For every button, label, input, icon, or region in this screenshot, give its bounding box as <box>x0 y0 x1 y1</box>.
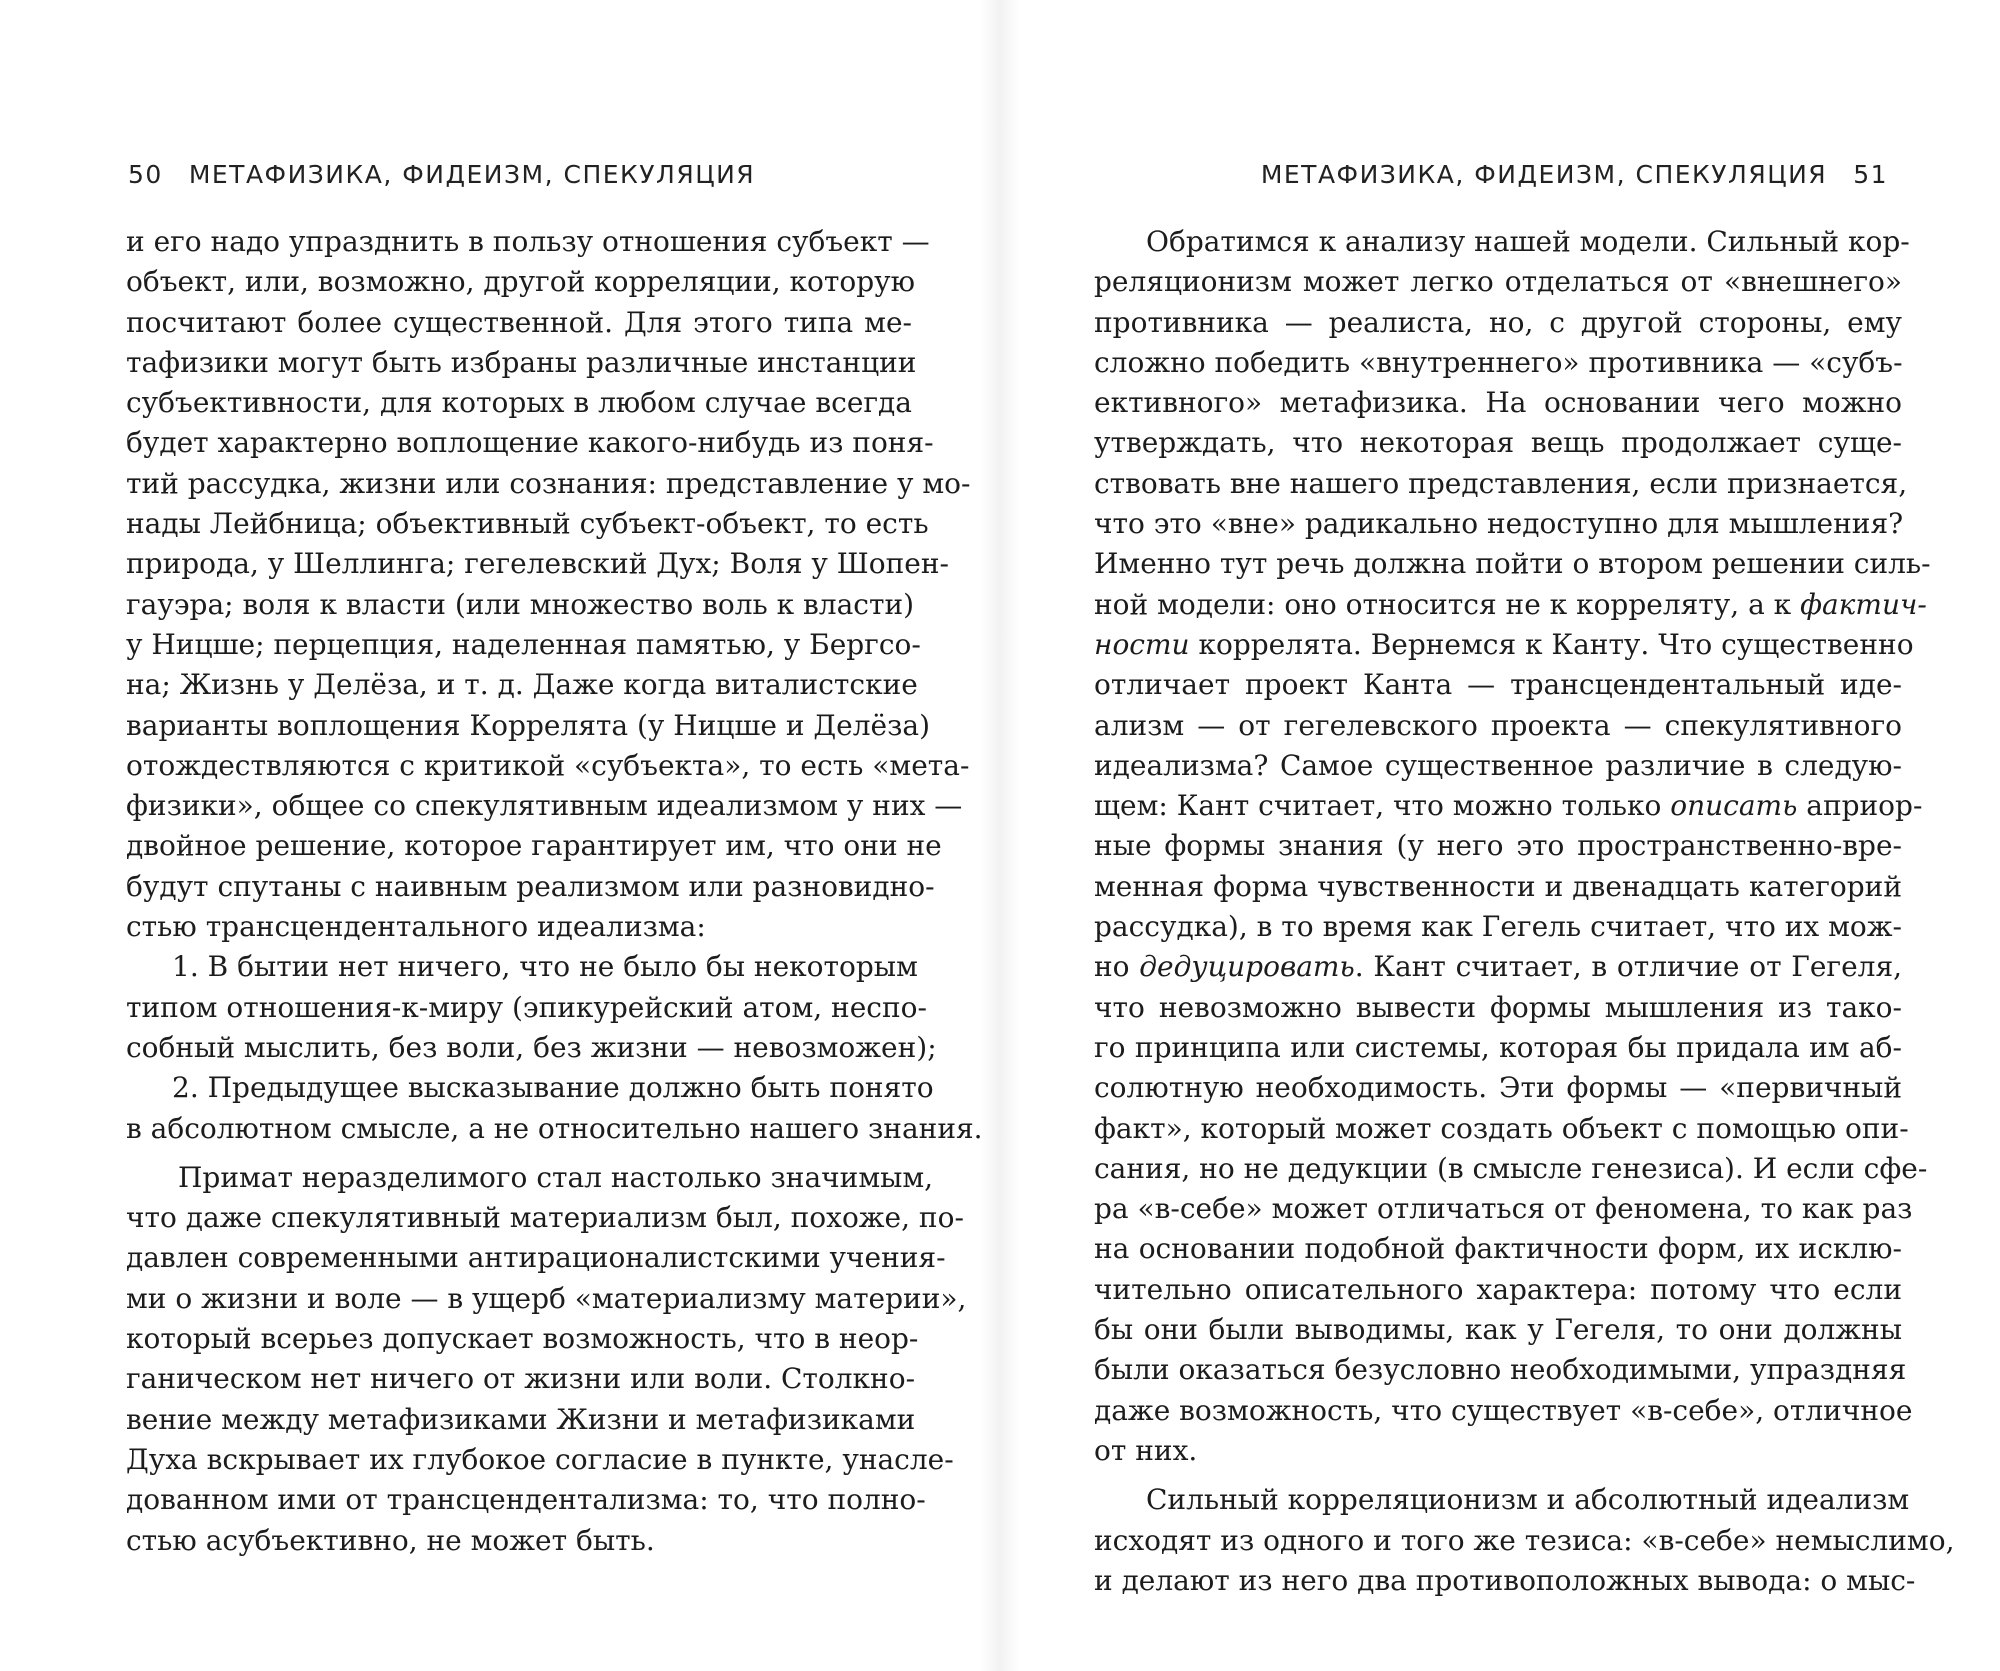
text-run: ной модели: оно относится не к корреляту, а к <box>1094 587 1801 621</box>
paragraph-gap <box>1094 1471 1902 1480</box>
right-header-title: МЕТАФИЗИКА, ФИДЕИЗМ, СПЕКУЛЯЦИЯ <box>1260 160 1828 189</box>
right-para2-line: исходят из одного и того же тезиса: «в-себе» немыслимо, <box>1094 1523 1955 1557</box>
right-line: менная форма чувственности и двенадцать категорий <box>1094 869 1902 903</box>
right-line: ализм — от гегелевского проекта — спекулятивного <box>1094 708 1902 742</box>
right-line: даже возможность, что существует «в-себе», отличное <box>1094 1393 1913 1427</box>
right-line <box>1094 585 1927 625</box>
right-line: отличает проект Канта — трансцендентальный иде- <box>1094 668 1902 702</box>
left-line: варианты воплощения Коррелята (у Ницше и Делёза) <box>126 708 931 742</box>
left-para2-line: что даже спекулятивный материализм был, похоже, по- <box>126 1201 964 1235</box>
left-line: субъективности, для которых в любом случае всегда <box>126 386 912 420</box>
left-line: стью трансцендентального идеализма: <box>126 910 706 944</box>
left-line: физики», общее со спекулятивным идеализмом у них — <box>126 789 963 823</box>
right-line: солютную необходимость. Эти формы — «первичный <box>1094 1071 1902 1105</box>
left-line: нады Лейбница; объективный субъект-объект, то есть <box>126 507 929 541</box>
emphasis-text: дедуцировать <box>1139 950 1355 984</box>
right-running-head <box>1261 160 1888 189</box>
left-page-number: 50 <box>128 160 163 189</box>
left-running-head <box>128 160 755 189</box>
left-line: тафизики могут быть избраны различные инстанции <box>126 345 917 379</box>
right-line: Обратимся к анализу нашей модели. Сильный кор- <box>1146 225 1910 258</box>
left-para2-line: ганическом нет ничего от жизни или воли. Столкно- <box>126 1362 916 1396</box>
left-line: отождествляются с критикой «субъекта», то есть «мета- <box>126 748 970 782</box>
right-page-number: 51 <box>1853 160 1888 189</box>
left-line: у Ницше; перцепция, наделенная памятью, у Бергсо- <box>126 627 921 661</box>
left-line: и его надо упразднить в пользу отношения субъект — <box>126 225 930 258</box>
right-line: факт», который может создать объект с помощью опи- <box>1094 1111 1909 1145</box>
left-text-block <box>126 222 983 1561</box>
right-page <box>1000 0 2000 1671</box>
right-line <box>1094 947 1902 987</box>
right-line: ективного» метафизика. На основании чего можно <box>1094 386 1902 420</box>
left-line: объект, или, возможно, другой корреляции, которую <box>126 265 915 299</box>
left-line: посчитают более существенной. Для этого типа ме- <box>126 305 912 339</box>
left-line: будет характерно воплощение какого-нибудь из поня- <box>126 426 934 460</box>
left-para2-line: вение между метафизиками Жизни и метафизиками <box>126 1402 916 1436</box>
right-line: что невозможно вывести формы мышления из тако- <box>1094 990 1902 1024</box>
list-item-1-line: собный мыслить, без воли, без жизни — невозможен); <box>126 1030 937 1064</box>
text-run: априор- <box>1797 789 1923 823</box>
left-line: тий рассудка, жизни или сознания: представление у мо- <box>126 466 971 500</box>
left-line: природа, у Шеллинга; гегелевский Дух; Воля у Шопен- <box>126 547 949 581</box>
left-para2-line: давлен современными антирационалистскими учения- <box>126 1241 946 1275</box>
left-line: двойное решение, которое гарантирует им, что они не <box>126 829 942 863</box>
left-para2-line: Духа вскрывает их глубокое согласие в пункте, унасле- <box>126 1442 954 1476</box>
left-line: на; Жизнь у Делёза, и т. д. Даже когда виталистские <box>126 668 918 702</box>
right-line <box>1094 786 1923 826</box>
text-run: щем: Кант считает, что можно только <box>1094 789 1671 823</box>
left-line: гауэра; воля к власти (или множество воль к власти) <box>126 587 915 621</box>
right-line: от них. <box>1094 1433 1198 1467</box>
right-line: сложно победить «внутреннего» противника — «субъ- <box>1094 345 1903 379</box>
right-line: ствовать вне нашего представления, если признается, <box>1094 466 1908 500</box>
right-line: на основании подобной фактичности форм, их исклю- <box>1094 1232 1902 1266</box>
left-para2-line: дованном ими от трансцендентализма: то, что полно- <box>126 1483 926 1517</box>
emphasis-text: фактич- <box>1800 587 1927 621</box>
right-line: реляционизм может легко отделаться от «внешнего» <box>1094 265 1902 299</box>
right-line: были оказаться безусловно необходимыми, упраздняя <box>1094 1353 1907 1387</box>
right-line: ра «в-себе» может отличаться от феномена, то как раз <box>1094 1192 1913 1226</box>
list-item-1-line: 1. В бытии нет ничего, что не было бы некоторым <box>172 950 918 984</box>
left-para2-line: стью асубъективно, не может быть. <box>126 1523 655 1557</box>
left-para2-line: Примат неразделимого стал настолько значимым, <box>178 1160 934 1194</box>
list-item-2-line: 2. Предыдущее высказывание должно быть понято <box>172 1071 934 1105</box>
text-run: коррелята. Вернемся к Канту. Что существенно <box>1189 627 1914 661</box>
right-line: Именно тут речь должна пойти о втором решении силь- <box>1094 547 1931 581</box>
right-text-block <box>1094 222 1955 1601</box>
right-line: что это «вне» радикально недоступно для мышления? <box>1094 507 1904 541</box>
list-item-1-line: типом отношения-к-миру (эпикурейский атом, неспо- <box>126 990 927 1024</box>
right-line <box>1094 625 1914 665</box>
right-line: утверждать, что некоторая вещь продолжает суще- <box>1094 426 1902 460</box>
right-line: рассудка), в то время как Гегель считает, что их мож- <box>1094 910 1902 944</box>
right-para2-line: Сильный корреляционизм и абсолютный идеализм <box>1146 1483 1910 1517</box>
right-line: ные формы знания (у него это пространственно-вре- <box>1094 829 1902 863</box>
right-line: сания, но не дедукции (в смысле генезиса). И если сфе- <box>1094 1151 1928 1185</box>
left-para2-line: который всерьез допускает возможность, что в неор- <box>126 1322 919 1356</box>
emphasis-text: описать <box>1670 789 1798 823</box>
right-line: противника — реалиста, но, с другой стороны, ему <box>1094 305 1902 339</box>
text-run: но <box>1094 950 1140 984</box>
paragraph-gap <box>126 1149 912 1158</box>
right-para2-line: и делают из него два противоположных вывода: о мыс- <box>1094 1563 1916 1597</box>
emphasis-text: ности <box>1094 627 1190 661</box>
right-line: бы они были выводимы, как у Гегеля, то они должны <box>1094 1313 1902 1347</box>
right-line: го принципа или системы, которая бы придала им аб- <box>1094 1030 1902 1064</box>
list-item-2-line: в абсолютном смысле, а не относительно нашего знания. <box>126 1111 983 1145</box>
left-header-title: МЕТАФИЗИКА, ФИДЕИЗМ, СПЕКУЛЯЦИЯ <box>188 160 756 189</box>
right-line: чительно описательного характера: потому что если <box>1094 1272 1902 1306</box>
left-para2-line: ми о жизни и воле — в ущерб «материализму материи», <box>126 1281 967 1315</box>
right-line: идеализма? Самое существенное различие в следую- <box>1094 748 1902 782</box>
text-run: . Кант считает, в отличие от Гегеля, <box>1354 950 1903 984</box>
left-line: будут спутаны с наивным реализмом или разновидно- <box>126 869 935 903</box>
